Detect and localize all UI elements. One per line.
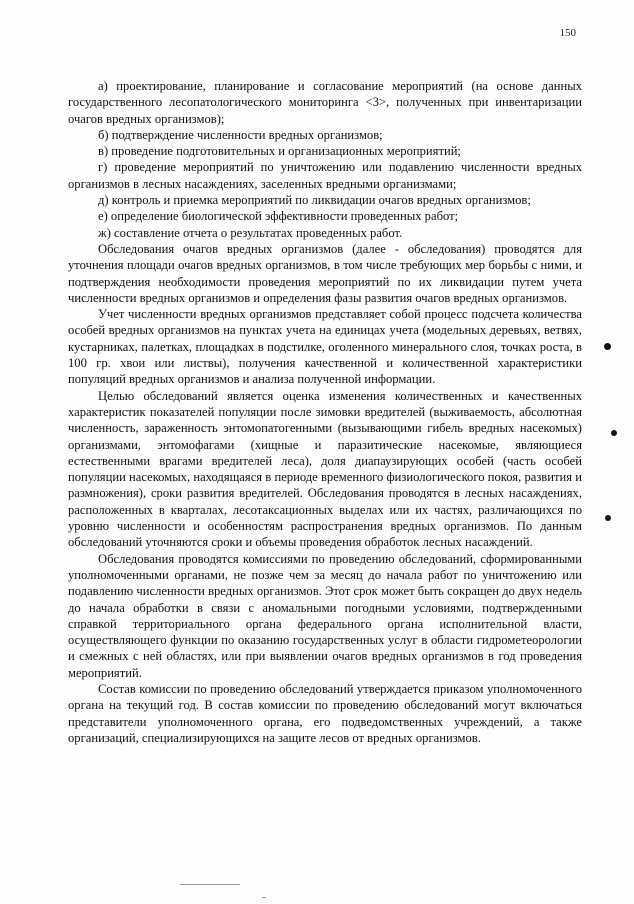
scan-speck [262,897,266,898]
paragraph-g: г) проведение мероприятий по уничтожению или подавлению численности вредных организмов в лесных насаждениях, заселенных вредными организмами; [68,160,582,191]
punch-hole-mark [604,343,611,350]
paragraph-commission-composition: Состав комиссии по проведению обследований утверждается приказом уполномоченного органа на текущий год. В состав комиссии по проведению обследований могут включаться представители уполномоченного органа, его подведомственных учреждений, а также организаций, специализирующихся на защите лесов от вредных организмов. [68,681,582,745]
paragraph-e: е) определение биологической эффективности проведенных работ; [98,209,459,224]
paragraph-b: б) подтверждение численности вредных организмов; [98,127,383,142]
paragraph-v: в) проведение подготовительных и организационных мероприятий; [98,144,461,159]
paragraph-survey-goal: Целью обследований является оценка изменения количественных и качественных характеристик показателей популяции после зимовки вредителей (выживаемость, абсолютная численность, зараженность энтомопатогенными (вызывающими гибель вредных насекомых) организмами, энтомофагами (хищные и паразитические насекомые, являющиеся естественными врагами вредителей леса), доля диапаузирующих особей (часть особей популяции насекомых, находящаяся в периоде временного физиологического покоя, развития и размножения), сроки развития вредителей. Обследования проводятся в лесных насаждениях, расположенных в кварталах, лесотаксационных выделах или их частях, различающихся по уровню численности и особенностям распространения вредных организмов. По данным обследований уточняются сроки и объемы проведения обработок лесных насаждений. [68,388,582,550]
paragraph-population-count: Учет численности вредных организмов представляет собой процесс подсчета количества особей вредных организмов на пунктах учета на единицах учета (модельных деревьях, ветвях, кустарниках, палетках, площадках в подстилке, оголенного минерального слоя, точках роста, в 100 гр. хвои или листвы), получения качественной и количественной характеристики популяций вредных организмов и анализа полученной информации. [68,307,582,387]
page-number: 150 [559,27,576,39]
paragraph-a: а) проектирование, планирование и согласование мероприятий (на основе данных государственного лесопатологического мониторинга <3>, полученных при инвентаризации очагов вредных организмов); [68,79,582,126]
paragraph-surveys-definition: Обследования очагов вредных организмов (далее - обследования) проводятся для уточнения площади очагов вредных организмов, в том числе требующих мер борьбы с ними, и подтверждения необходимости проведения мероприятий по их ликвидации путем учета численности вредных организмов и определения фазы развития очагов вредных организмов. [68,241,582,305]
paragraph-d: д) контроль и приемка мероприятий по ликвидации очагов вредных организмов; [98,193,531,208]
paragraph-commissions: Обследования проводятся комиссиями по проведению обследований, сформированными уполномоченными органами, не позже чем за месяц до начала работ по уничтожению или подавлению численности вредных организмов. Этот срок может быть сокращен до двух недель до начала обработки в связи с аномальными погодными условиями, подтвержденными справкой территориального органа федерального органа исполнительной власти, осуществляющего функции по оказанию государственных услуг в области гидрометеорологии и смежных с ней областях, или при выявлении очагов вредных организмов в год проведения мероприятий. [68,551,582,680]
scan-speck [180,884,240,885]
punch-hole-mark [605,515,611,521]
body-text [68,78,582,746]
paragraph-zh: ж) составление отчета о результатах проведенных работ. [98,225,403,240]
punch-hole-mark [611,430,617,436]
